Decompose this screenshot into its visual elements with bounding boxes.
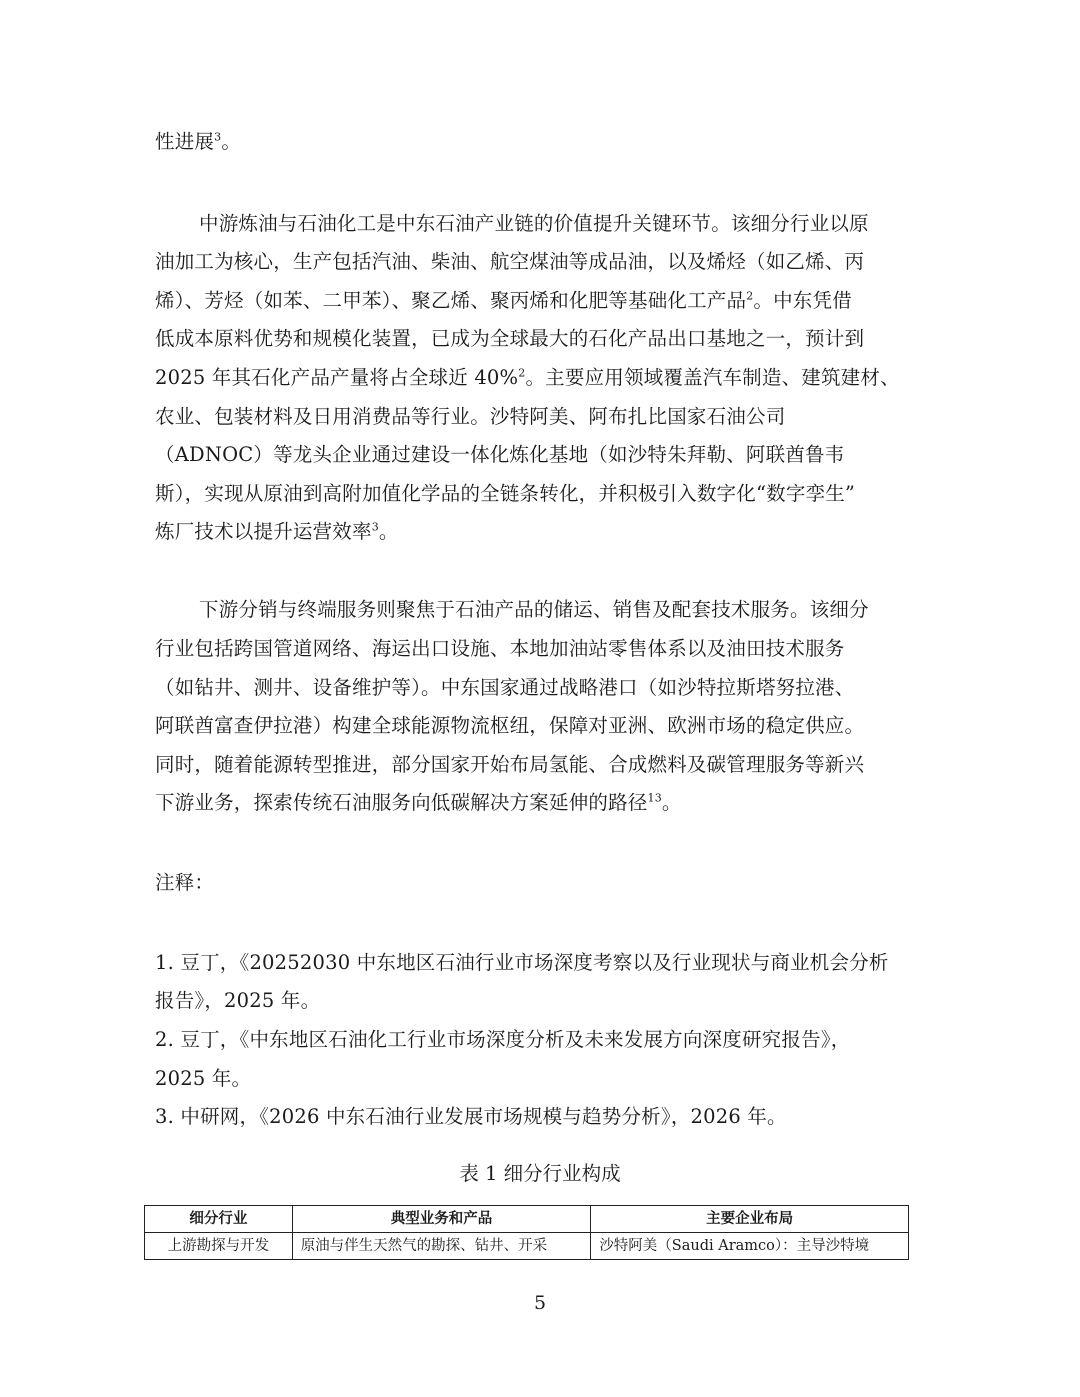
paragraph-line: 油加工为核心，生产包括汽油、柴油、航空煤油等成品油，以及烯烃（如乙烯、丙 bbox=[155, 250, 865, 273]
paragraph-line: 阿联酋富查伊拉港）构建全球能源物流枢纽，保障对亚洲、欧洲市场的稳定供应。 bbox=[155, 714, 865, 737]
table-row bbox=[145, 1233, 909, 1260]
paragraph-line: 烯）、芳烃（如苯、二甲苯）、聚乙烯、聚丙烯和化肥等基础化工产品$^2$。中东凭借 bbox=[155, 289, 852, 312]
note-3: 3. 中研网，《2026 中东石油行业发展市场规模与趋势分析》，2026 年。 bbox=[155, 1105, 787, 1128]
note-1: 1. 豆丁，《20252030 中东地区石油行业市场深度考察以及行业现状与商业机会分析 bbox=[155, 951, 889, 974]
note-2-cont: 2025 年。 bbox=[155, 1067, 252, 1090]
note-2: 2. 豆丁，《中东地区石油化工行业市场深度分析及未来发展方向深度研究报告》， bbox=[155, 1028, 851, 1051]
paragraph-line: 行业包括跨国管道网络、海运出口设施、本地加油站零售体系以及油田技术服务 bbox=[155, 637, 845, 660]
segment-table bbox=[144, 1205, 909, 1260]
paragraph-line: 炼厂技术以提升运营效率$^3$。 bbox=[155, 520, 399, 543]
table-cell: 原油与伴生天然气的勘探、钻井、开采 bbox=[292, 1233, 591, 1260]
paragraph-line: 下游分销与终端服务则聚焦于石油产品的储运、销售及配套技术服务。该细分 bbox=[199, 598, 869, 621]
paragraph-line: 中游炼油与石油化工是中东石油产业链的价值提升关键环节。该细分行业以原 bbox=[199, 212, 869, 235]
notes-heading: 注释： bbox=[155, 871, 215, 894]
paragraph-line: 性进展$^3$。 bbox=[155, 130, 242, 153]
table-cell: 上游勘探与开发 bbox=[145, 1233, 293, 1260]
paragraph-line: 同时，随着能源转型推进，部分国家开始布局氢能、合成燃料及碳管理服务等新兴 bbox=[155, 753, 865, 776]
note-1-cont: 报告》，2025 年。 bbox=[155, 989, 321, 1012]
paragraph-line: 2025 年其石化产品产量将占全球近 40%$^2$。主要应用领域覆盖汽车制造、建筑建材、 bbox=[155, 366, 900, 389]
paragraph-line: 斯），实现从原油到高附加值化学品的全链条转化，并积极引入数字化“数字孪生” bbox=[155, 482, 856, 505]
paragraph-line: 下游业务，探索传统石油服务向低碳解决方案延伸的路径$^{13}$。 bbox=[155, 791, 682, 814]
paragraph-line: 农业、包装材料及日用消费品等行业。沙特阿美、阿布扎比国家石油公司 bbox=[155, 405, 786, 428]
paragraph-line: （ADNOC）等龙头企业通过建设一体化炼化基地（如沙特朱拜勒、阿联酋鲁韦 bbox=[155, 443, 845, 466]
table-header-cell: 细分行业 bbox=[145, 1206, 293, 1233]
paragraph-line: （如钻井、测井、设备维护等）。中东国家通过战略港口（如沙特拉斯塔努拉港、 bbox=[155, 676, 855, 699]
table-cell: 沙特阿美（Saudi Aramco）：主导沙特境 bbox=[591, 1233, 909, 1260]
table-caption: 表 1 细分行业构成 bbox=[459, 1162, 621, 1185]
table-header-cell: 典型业务和产品 bbox=[292, 1206, 591, 1233]
table-header-cell: 主要企业布局 bbox=[591, 1206, 909, 1233]
table-header-row bbox=[145, 1206, 909, 1233]
page-number: 5 bbox=[533, 1292, 547, 1314]
paragraph-line: 低成本原料优势和规模化装置，已成为全球最大的石化产品出口基地之一，预计到 bbox=[155, 327, 865, 350]
